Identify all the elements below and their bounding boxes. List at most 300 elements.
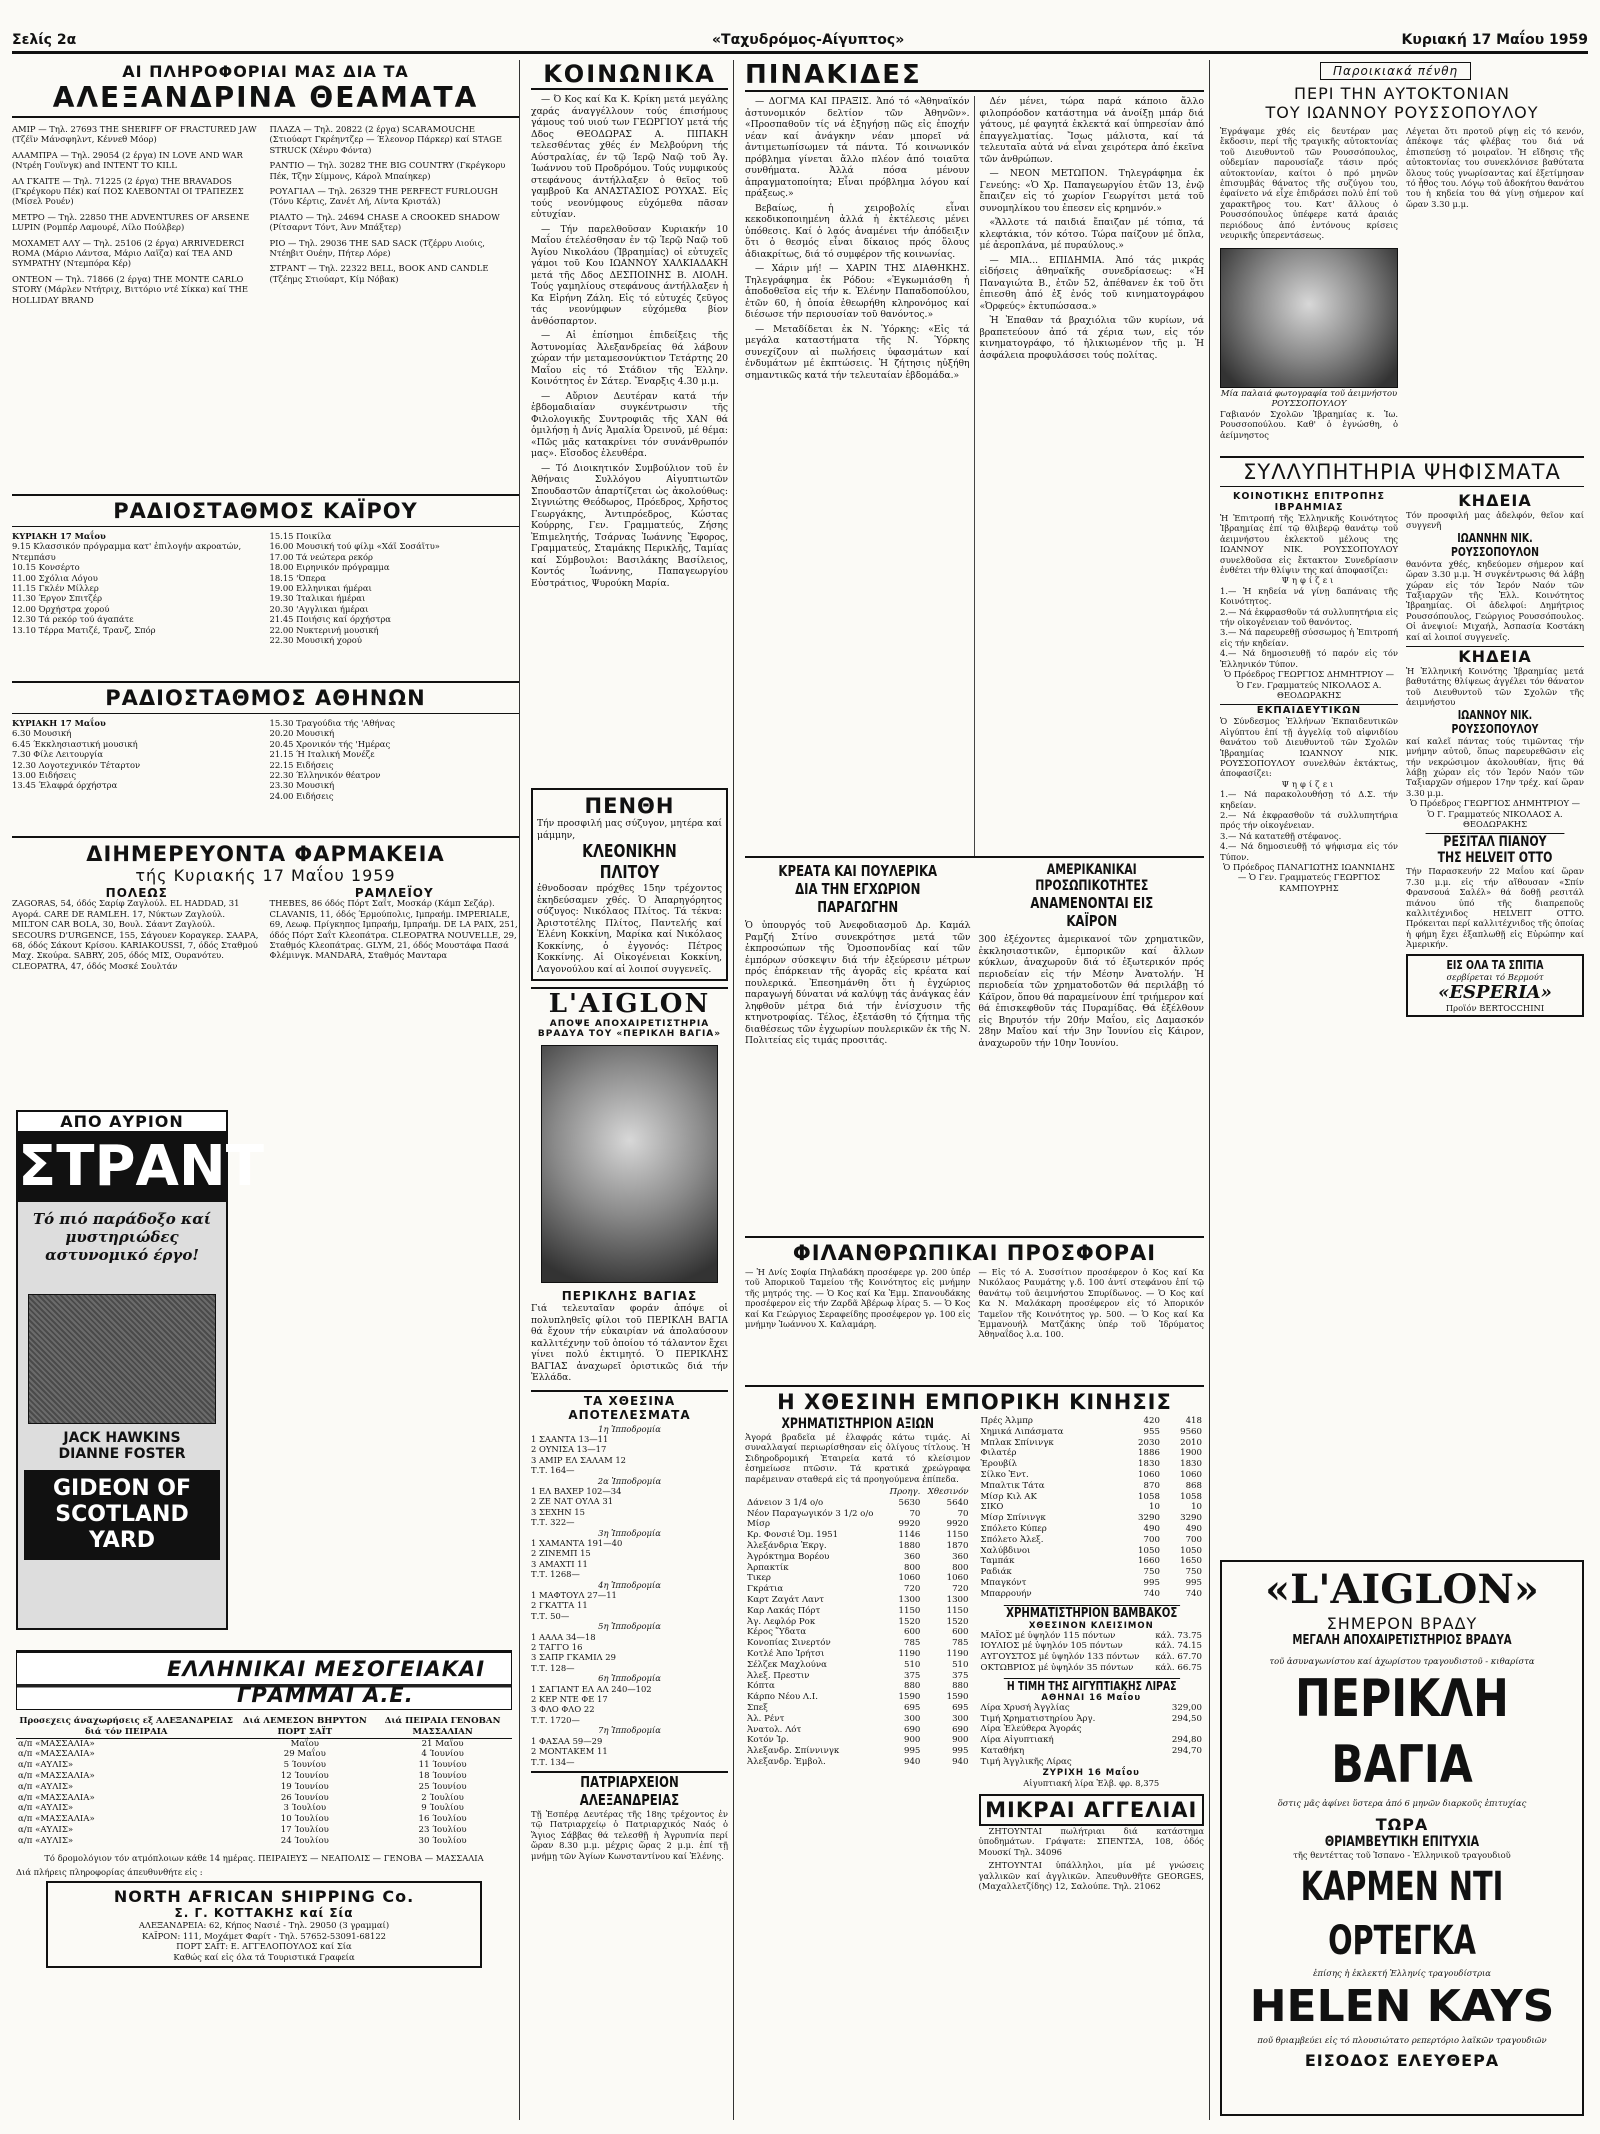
stock-row-cell: 740 xyxy=(1143,1588,1160,1599)
program-item: 4.— Νά δημοσιευθῇ τό παρόν εἰς τόν Ἑλληνικόν Τύπον. xyxy=(1220,648,1398,669)
program-item: 3.— Νά κατατεθῇ στέφανος. xyxy=(1220,830,1342,841)
stock-row-cell: Καρ Λακάς Πόρτ xyxy=(747,1605,821,1616)
stock-row-cell: 690 xyxy=(903,1724,921,1735)
stock-row-cell: Ραδιάκ xyxy=(980,1567,1012,1578)
aiglon-ad-title: «L'AIGLON» xyxy=(1265,1566,1539,1613)
stock-row-cell: 9920 xyxy=(898,1519,921,1530)
roussopoulos-photo xyxy=(1220,248,1398,388)
stock-row xyxy=(745,1509,971,1520)
race-heading: 7η Ἱπποδρομία xyxy=(598,1725,661,1736)
esperia-line-1: ΕΙΣ ΟΛΑ ΤΑ ΣΠΙΤΙΑ xyxy=(1446,957,1544,972)
ship-banner-image xyxy=(16,1652,512,1710)
cotton-row-cell: ΟΚΤΩΒΡΙΟΣ μέ ὑψηλόν 35 πόντων xyxy=(980,1662,1134,1673)
stock-row-cell: 750 xyxy=(1143,1567,1160,1578)
resolutions-heading: ΣΥΛΛΥΠΗΤΗΡΙΑ ΨΗΦΙΣΜΑΤΑ xyxy=(1220,456,1584,487)
shipping-row xyxy=(16,1836,512,1847)
stock-row-cell: 418 xyxy=(1185,1416,1202,1426)
suicide-text-cont: Λέγεται ὅτι προτοῦ ρίψῃ εἰς τό κενόν, ἀπέκοψε τάς φλέβας του διά νά ἐπισπεύσῃ τό μοιραῖον. Ἡ εἴδησις τῆς αὐτοκτονίας του συνεκλόνισε βαθύτατα ὅλους τούς γνωρίσαντας καί ἐξετίμησαν τό ἦθος του. Λόγῳ τοῦ ἀδοκήτου θανάτου του ἡ κηδεία του θά γίνῃ σήμερον καί ὥραν 3.30 μ.μ. xyxy=(1406,126,1584,209)
program-item: 13.10 Τέρρα Ματιζέ, Τρανζ, Σπόρ xyxy=(12,624,156,635)
stock-row xyxy=(979,1427,1205,1438)
stock-row-cell: 870 xyxy=(1143,1480,1160,1491)
stock-row-cell: 1190 xyxy=(946,1648,969,1659)
strand-ad-film-title: GIDEON OF SCOTLAND YARD xyxy=(24,1470,220,1560)
program-item: 21.15 Ή Ιταλική Μονέζε xyxy=(269,749,375,760)
radio-athens-list-b xyxy=(270,718,520,836)
stock-row-cell: 1830 xyxy=(1180,1459,1202,1470)
notice-item: — Μεταδίδεται ἐκ Ν. Ὑόρκης: «Εἰς τά μεγάλα καταστήματα τῆς Ν. Ὑόρκης συνεχίζουν αἱ πωλήσεις ὑφασμάτων καί ἐνδυμάτων μέ ἐκπτώσεις. Ἡ ζήτησις ηὐξήθη σημαντικῶς κατά τήν τελευταίαν ἑβδομάδα.» xyxy=(745,323,970,381)
race-result: 1 ΧΑΜΑΝΤΑ 191—40 xyxy=(531,1537,623,1548)
stock-row-cell: 1060 xyxy=(898,1573,921,1584)
program-item: 17.00 Τά νεώτερα ρεκόρ xyxy=(269,551,373,562)
shipping-agent-label: Διά πλήρεις πληροφορίας άπευθυνθήτε εἰς : xyxy=(16,1866,203,1877)
race-result: 3 ΣΕΧΗΝ 15 xyxy=(531,1506,585,1517)
stock-row-cell: 720 xyxy=(903,1584,921,1595)
esperia-line-2: σερβίρεται τό Βερμούτ xyxy=(1446,971,1544,982)
cinema-entry: ΡΟΥΑΓΙΑΛ — Τηλ. 26329 THE PERFECT FURLOUGH (Τόνυ Κέρτις, Ζανέτ Λή, Λίντα Κριστάλ) xyxy=(269,186,498,207)
social-item: — Αὔριον Δευτέραν κατά τήν ἑβδομαδιαίαν συγκέντρωσιν τῆς Φιλολογικῆς Συντροφιᾶς τῆς ΧΑΝ θά ὁμιλήσῃ ἡ Δνίς Ἀμαλία Ὀρεινοῦ, μέ θέμα: «Πῶς μᾶς κατακρίνει τόν συνάνθρωπόν μας». Εἴσοδος ἐλευθέρα. xyxy=(531,390,728,459)
shipping-table xyxy=(16,1716,512,1847)
cotton-row xyxy=(979,1652,1205,1663)
race-results-list xyxy=(531,1424,728,1767)
stock-row-cell: Σπόλετο Κύπερ xyxy=(980,1523,1047,1534)
stock-row-cell: 10 xyxy=(1148,1502,1160,1513)
cinema-list-right xyxy=(270,124,520,494)
stock-row xyxy=(745,1692,971,1703)
stock-row-cell: 750 xyxy=(1185,1567,1202,1578)
pound-row-cell: Καταθήκη xyxy=(980,1745,1025,1756)
pound-row-cell xyxy=(1154,1757,1204,1768)
shipping-row xyxy=(16,1771,512,1782)
stock-row-cell: Ἀλεξ. Πρεστιν xyxy=(747,1670,810,1681)
cotton-row-cell: κάλ. 66.75 xyxy=(1155,1662,1202,1673)
notice-item: «Ἄλλοτε τά παιδιά ἔπαιζαν μέ τόπια, τά κλεφτάκια, τόν κότσο. Τώρα παίζουν μέ ὅπλα, μέ ἀεροπλάνα, μέ πυραύλους.» xyxy=(979,217,1204,251)
theatre-heading-2: ΑΛΕΞΑΝΔΡΙΝΑ ΘΕΑΜΑΤΑ xyxy=(12,81,519,118)
cinema-entry: ΑΛΑΜΠΡΑ — Τηλ. 29054 (2 έργα) IN LOVE AND WAR (Ντρέη Γουϊνγκ) and INTENT TO KILL xyxy=(12,149,243,171)
stock-row-cell: 995 xyxy=(952,1746,969,1757)
shipping-cell: 16 Ίουλίου xyxy=(418,1814,467,1825)
program-item: 7.30 Φίλε Λειτουργία xyxy=(12,749,104,760)
cinema-entry: ΡΑΝΤΙΟ — Τηλ. 30282 THE BIG COUNTRY (Γκρέγκορυ Πέκ, Τζην Σίμμονς, Κάρολ Μπαίηκερ) xyxy=(269,160,506,181)
race-result: 3 ΣΑΠΡ ΓΚΑΜΙΛ 29 xyxy=(531,1652,616,1663)
pound-row-cell: Λίρα Ἐλεύθερα Ἀγοράς xyxy=(980,1724,1082,1735)
stock-row xyxy=(979,1416,1205,1427)
theatre-heading-1: ΑΙ ΠΛΗΡΟΦΟΡΙΑΙ ΜΑΣ ΔΙΑ ΤΑ xyxy=(122,62,409,81)
shipping-cell: α/π «ΜΑΣΣΑΛΙΑ» xyxy=(18,1814,95,1825)
shipping-cell: α/π «ΜΑΣΣΑΛΙΑ» xyxy=(18,1770,95,1781)
stock-row-cell: 9920 xyxy=(946,1519,969,1530)
race-heading: 4η Ἱπποδρομία xyxy=(598,1579,661,1590)
stock-row-cell: Ἀλεξανδρ. Ἐμβολ. xyxy=(747,1756,826,1767)
stock-row-cell: Ἀνατολ. Λότ xyxy=(747,1724,802,1735)
meat-heading-1: ΚΡΕΑΤΑ ΚΑΙ ΠΟΥΛΕΡΙΚΑ xyxy=(778,862,938,880)
stock-row-cell: 70 xyxy=(909,1508,921,1519)
stock-row-cell: Καρτ Ζαγάτ Λαντ xyxy=(747,1595,824,1605)
resolution-1-text: Ἡ Ἐπιτροπή τῆς Ἑλληνικῆς Κοινότητος Ἰβραημίας ἐπί τῷ θλιβερῷ θανάτῳ τοῦ ἀειμνήστου ἐκλεκτοῦ μέλους της ΙΩΑΝΝΟΥ ΝΙΚ. ΡΟΥΣΣΟΠΟΥΛΟΥ συνελθοῦσα εἰς ἔκτακτον Συνεδρίασιν ἐνθέτει τήν θλίψιν της καί ἀποφασίζει: xyxy=(1220,513,1398,576)
stock-row-cell: 1060 xyxy=(1180,1469,1202,1480)
stock-row-cell: Νέον Παραγωγικόν 3 1/2 ο/ο xyxy=(747,1508,874,1519)
esperia-brand: «ESPERIA» xyxy=(1438,982,1552,1003)
radio-athens-program xyxy=(12,718,519,836)
cotton-row-cell: κάλ. 73.75 xyxy=(1155,1630,1202,1641)
notice-item: — ΝΕΟΝ ΜΕΤΩΠΟΝ. Τηλεγράφημα ἐκ Γενεύης: «Ὁ Χρ. Παπαγεωργίου ἐτῶν 13, ἐνῷ ἔπαιζεν εἰς τό χωρίον Γεωργίτσι μετά τοῦ συνομηλίκου του ἐπεσεν εἰς κρημνόν.» xyxy=(979,168,1204,214)
stock-row-cell: 1830 xyxy=(1138,1459,1160,1470)
strand-ad-label: ΑΠΟ ΑΥΡΙΟΝ xyxy=(18,1112,226,1132)
stock-row xyxy=(745,1757,971,1768)
stock-row-cell: 700 xyxy=(1143,1534,1160,1545)
stock-row xyxy=(979,1567,1205,1578)
pharmacy-heading: ΔΙΗΜΕΡΕΥΟΝΤΑ ΦΑΡΜΑΚΕΙΑ xyxy=(12,836,519,866)
social-item: — Τήν παρελθοῦσαν Κυριακήν 10 Μαΐου έτελέσθησαν ἐν τῷ Ἱερῷ Ναῷ τοῦ Ἁγίου Νικολάου (Ἰβραημίας) οἱ εὐτυχεῖς γάμοι τοῦ Κου ΙΩΑΝΝΟΥ ΧΑΛΚΙΑΔΑΚΗ μετά τῆς Δδος ΔΕΣΠΟΙΝΗΣ Β. ΛΙΟΛΗ. Τούς γαμηλίους στεφάνους άντήλλαξεν ἡ Κα Εἰρήνη Ζάλη. Εἰς τό εὐτυχές ζεῦγος τάς νεονύμφων εὐχόμεθα βίον ἀνθόσπαρτον. xyxy=(531,223,728,327)
stock-row-cell: 1050 xyxy=(1138,1545,1160,1556)
stock-row-cell: Ταμπάκ xyxy=(980,1556,1015,1567)
page-number: Σελίς 2α xyxy=(12,32,77,48)
stock-row-cell: Μπλακ Σπίνινγκ xyxy=(980,1437,1054,1448)
stock-row-cell: 940 xyxy=(903,1756,921,1767)
program-item: 9.15 Κλασσικόν πρόγραμμα κατ' ἐπιλογήν ακροατών, Ντεμπάσυ xyxy=(12,541,242,562)
stock-row-cell: 900 xyxy=(952,1735,969,1746)
stock-row-cell: Σπεξ xyxy=(747,1702,768,1713)
stock-row-cell: 1058 xyxy=(1138,1491,1160,1502)
race-result: Τ.Τ. 164— xyxy=(531,1465,575,1476)
stock-row xyxy=(979,1459,1205,1470)
social-item: — Ό Κος καί Κα Κ. Κρίκη μετά μεγάλης χαράς άναγγέλλουν τούς έπισήμους γάμους τού υιού των ΓΕΩΡΓΙΟΥ μετά τής Δδος ΘΕΟΔΩΡΑΣ Α. ΠΙΠΑΚΗ τελεσθέντας χθές έν Μελβούρνη τής Αύστραλίας, έν τῷ Ίερῷ Ναῷ τοῦ Άγ. Ίωάννου τοῦ Προδρόμου. Τούς νυμφικούς στεφάνους άντήλλαξεν ὁ θεῖος τοῦ γαμβροῦ Κα ΑΝΑΣΤΑΣΙΟΣ ΡΟΥΧΑΣ. Εἰς τούς νεονύμφους εὐχόμεθα πᾶσαν εὐτυχίαν. xyxy=(531,94,728,220)
zurich-heading: ΖΥΡΙΧΗ 16 Μαΐου xyxy=(1042,1767,1140,1778)
masthead xyxy=(12,30,1588,54)
stock-row-cell: 700 xyxy=(1185,1534,1202,1545)
race-result: 2 ΓΚΑΤΤΑ 11 xyxy=(531,1600,588,1611)
stock-row-cell: 9560 xyxy=(1180,1426,1202,1437)
funeral-2-intro: Ἡ Ἑλληνική Κοινότης Ἰβραημίας μετά βαθυτάτης θλίψεως ἀγγέλει τόν θάνατον τοῦ Διευθυντοῦ τῶν Σχολῶν τῆς ἀειμνήστου xyxy=(1406,666,1584,708)
stock-row-cell: 695 xyxy=(952,1702,969,1713)
program-item: 12.30 Λογοτεχνικόν Τέταρτον xyxy=(12,759,141,770)
cotton-row-cell: ΜΑΪΟΣ μέ ὑψηλόν 115 πόντων xyxy=(980,1630,1116,1641)
stock-row-cell: Ἐρουβίλ xyxy=(980,1459,1018,1470)
stock-row-cell: 880 xyxy=(952,1681,969,1692)
stock-row-cell: Μπαρρουήν xyxy=(980,1588,1032,1599)
shipping-column-header: Διά ΠΕΙΡΑΙΑ ΓΕΝΟΒΑΝ ΜΑΣΣΑΛΙΑΝ xyxy=(373,1716,512,1738)
meat-text: Ὁ ὑπουργός τοῦ Ἀνεφοδιασμοῦ Δρ. Καμάλ Ραμζή Στίνο συνεκρότησε μετά τῶν ἐκπροσώπων τῆς Ὁμοσπονδίας καί τῶν ἐμπόρων σύσκεψιν διά τήν ἐξεύρεσιν μέτρων πρός ἐπάρκειαν τῆς ἀγορᾶς εἰς κρέατα καί πουλερικά. Ἐπεσημάνθη ὅτι ἡ ἐγχώριος παραγωγή δύναται νά καλύψῃ τάς ἀνάγκας ἐάν ληφθοῦν μέτρα διά τήν ἐνίσχυσιν τῆς κτηνοτροφίας. Τέλος, ἐξετάσθη τό ζήτημα τῆς διαθέσεως τῶν ἐγχωρίων πουλερικῶν ἐκ τῆς Ν. Πολιτείας εἰς τιμάς προσιτάς. xyxy=(745,920,971,1046)
column-obituaries xyxy=(1216,60,1588,2120)
notice-item: — ΜΙΑ... ΕΠΙΔΗΜΙΑ. Ἀπό τάς μικράς εἰδήσεις ἀθηναϊκῆς συνεδρίασεως: «Ἡ Παναγιώτα Β., ἐτῶν 52, ἀπέθανεν ἐκ τοῦ ὅτι ἐπιεσθη ἀπό ἐξ ἐνός τοῦ κινηματογράφου «Ὀρφεύς» ἐκτυπώσασα.» xyxy=(979,254,1204,312)
bourse-heading: ΧΡΗΜΑΤΙΣΤΗΡΙΟΝ ΑΞΙΩΝ xyxy=(781,1416,935,1432)
program-item: 6.45 Έκκλησιαστική μουσική xyxy=(12,738,138,749)
shipping-column-header: Διά ΛΕΜΕΣΟΝ ΒΗΡΥΤΟΝ ΠΟΡΤ ΣΑΪΤ xyxy=(236,1716,373,1738)
program-item: 24.00 Ειδήσεις xyxy=(269,790,334,801)
stock-row-cell: 690 xyxy=(952,1724,969,1735)
shipping-agent-box xyxy=(46,1881,482,1968)
stock-row-cell: 2010 xyxy=(1180,1437,1202,1448)
race-heading: 6η Ἱπποδρομία xyxy=(598,1673,661,1684)
program-item: 2.— Νά ἐκφρασθοῦν τά συλλυπητήρια εἰς τήν οἰκογένειαν τοῦ θανόντος. xyxy=(1220,606,1398,628)
stock-row-cell: 10 xyxy=(1191,1502,1202,1513)
funerals-column xyxy=(1406,491,1584,1017)
mourning-intro: Τήν προσφιλή μας σύζυγον, μητέρα καί μάμμην, xyxy=(537,818,722,841)
stock-row xyxy=(745,1606,971,1617)
market-section xyxy=(745,1385,1204,1894)
stock-row xyxy=(745,1530,971,1541)
pound-heading: Η ΤΙΜΗ ΤΗΣ ΑΙΓΥΠΤΙΑΚΗΣ ΛΙΡΑΣ xyxy=(1003,1678,1179,1693)
notices-text xyxy=(745,96,1204,856)
race-result: 3 ΑΜΑΧΤΙ 11 xyxy=(531,1558,588,1569)
program-item: 15.30 Τραγούδια τής 'Αθήνας xyxy=(269,718,395,728)
race-result: Τ.Τ. 128— xyxy=(531,1662,575,1673)
radio-athens-day: ΚΥΡΙΑΚΗ 17 Μαΐου xyxy=(12,718,106,728)
small-ads-list xyxy=(979,1826,1205,1891)
shipping-cell: 29 Μαΐου xyxy=(283,1749,326,1760)
shipping-row xyxy=(16,1814,512,1825)
resolution-2-heading: ΕΚΠΑΙΔΕΥΤΙΚΩΝ xyxy=(1220,704,1398,716)
pound-row-cell: Τιμή Χρηματιστηρίου Ἀργ. xyxy=(980,1713,1096,1724)
aiglon-ad-line: τοῦ ἀσυναγωνίστου καί ἀχωρίστου τραγουδιστοῦ - κιθαρίστα xyxy=(1269,1656,1535,1666)
americans-text: 300 ἐξέχοντες ἀμερικανοί τῶν χρηματικῶν, ἐκκλησιαστικῶν, ἐμπορικῶν καί ἄλλων κύκλων, ἀναχωροῦν διά τό ἐξωτερικόν πρός περιοδείαν εἰς τήν Μέσην Ἀνατολήν. Ἡ περιοδεία τῶν χρηματοδοτῶν θά περιλάβῃ τό Κάϊρον, ὅπου θά παραμείνουν ἐπί τριήμερον καί θά ἐπισκεφθοῦν τάς Πυραμίδας. Θά ἐξέλθουν εἰς Βηρυτόν τήν 20ήν Μαΐου, εἰς Δαμασκόν 28ην Μαΐου καί τήν 3ην Ἰουνίου εἰς Κάιρον, ἀναχωροῦν τήν 10ην Ἰουνίου. xyxy=(978,934,1204,1049)
aiglon-ad-singer: ΠΕΡΙΚΛΗ ΒΑΓΙΑ xyxy=(1295,1669,1509,1796)
stock-row xyxy=(745,1584,971,1595)
shipping-cell: 26 Ίουνίου xyxy=(280,1792,329,1803)
stock-row xyxy=(745,1563,971,1574)
cinema-list-left xyxy=(12,124,262,494)
stock-row-cell: 1190 xyxy=(898,1648,921,1659)
resolution-2-votes: Ψηφίζει xyxy=(1281,778,1337,789)
race-result: 2 ΖΕ ΝΑΤ ΟΥΛΑ 31 xyxy=(531,1496,614,1507)
bourse-text: Ἀγορά βραδεῖα μέ ἐλαφράς κάτω τιμάς. Αἱ συναλλαγαί περιωρίσθησαν εἰς ὀλίγους τίτλους. Ἡ Σιδηροδρομική Ἑταιρεία κατά τό κλείσιμον ἐσημείωσε πτῶσιν. Τά κρατικά χρεώγραφα παρέμειναν σταθερά εἰς τά προηγούμενα ἐπίπεδα. xyxy=(745,1432,971,1484)
cotton-row-cell: κάλ. 74.15 xyxy=(1155,1641,1202,1652)
aiglon-text: Γιά τελευταῖαν φοράν ἀπόψε οἱ πολυπληθεῖς φίλοι τοῦ ΠΕΡΙΚΛΗ ΒΑΓΙΑ θά ἔχουν τήν εὐκαιρίαν νά ἀπολαύσουν καλλιτέχνην τοῦ ὁποίου τό τάλαντον ἔχει γίνει πολύ ἐκτιμητό. Ὁ ΠΕΡΙΚΛΗΣ ΒΑΓΙΑΣ ἀναχωρεῖ ὁριστικῶς διά τήν Ἑλλάδα. xyxy=(531,1303,728,1383)
funeral-1-name: ΙΩΑΝΝΗΝ ΝΙΚ. ΡΟΥΣΣΟΠΟΥΛΟΝ xyxy=(1451,530,1539,559)
notice-item: Βεβαίως, ἡ χειροβολίς εἶναι κεκοδικοποιημένη ἀλλά ἡ ἐκτέλεσις μένει ὑπόθεσις. Καί ὁ λαός ἀναμένει τήν ἀπόδειξιν ὅτι ὁ θεσμός εἶναι δίκαιος πρός ὅλους ἀδιακρίτως, διά τό συμφέρον τῆς κοινωνίας. xyxy=(745,202,970,260)
stock-row-cell: 1660 xyxy=(1138,1556,1160,1567)
shipping-row xyxy=(16,1825,512,1836)
shipping-agent-alexandria: ΑΛΕΞΑΝΔΡΕΙΑ: 62, Κήπος Νασιέ - Τηλ. 29050 (3 γραμμαί) xyxy=(138,1920,390,1931)
stock-row-cell: Κρ. Φονσιέ Ὁμ. 1951 xyxy=(747,1530,839,1541)
resolution-2-sign: Ὁ Πρόεδρος ΠΑΝΑΓΙΩΤΗΣ ΙΩΑΝΝΙΔΗΣ — Ὁ Γεν. Γραμματεύς ΓΕΩΡΓΙΟΣ ΚΑΜΠΟΥΡΗΣ xyxy=(1223,862,1395,893)
shipping-title-2: ΓΡΑΜΜΑΙ Α.Ε. xyxy=(237,1683,414,1707)
cinema-entry: ΟΝΤΕΟΝ — Τηλ. 71866 (2 έργα) THE MONTE CARLO STORY (Μάρλεν Ντήτριχ, Βιττόριο ντέ Σίκκα) καί THE HOLLIDAY BRAND xyxy=(12,273,248,305)
pound-subheading: ΑΘΗΝΑΙ 16 Μαΐου xyxy=(1041,1692,1142,1703)
suicide-heading-1: ΠΕΡΙ ΤΗΝ ΑΥΤΟΚΤΟΝΙΑΝ xyxy=(1294,84,1510,103)
stock-row-cell: Ἀγ. Λεφλόρ Ροκ xyxy=(747,1616,816,1627)
race-result: 2 ΤΑΓΓΟ 16 xyxy=(531,1642,583,1653)
stock-row-cell: Ἀγρόκτημα Βορέου xyxy=(747,1551,830,1562)
strand-cinema-ad xyxy=(16,1110,264,1630)
small-ads-heading: ΜΙΚΡΑΙ ΑΓΓΕΛΙΑΙ xyxy=(979,1794,1205,1826)
race-heading: 2α Ἱπποδρομία xyxy=(597,1475,662,1486)
americans-heading-1: ΑΜΕΡΙΚΑΝΙΚΑΙ ΠΡΟΣΩΠΙΚΟΤΗΤΕΣ xyxy=(1034,862,1148,894)
race-result: 1 ΜΑΦΤΟΥΛ 27—11 xyxy=(531,1590,617,1600)
shipping-agent-partner: Σ. Γ. ΚΟΤΤΑΚΗΣ καί Σία xyxy=(174,1906,354,1921)
stock-row xyxy=(979,1481,1205,1492)
race-result: Τ.Τ. 134— xyxy=(531,1756,575,1767)
pound-row-cell: Τιμή Ἀγγλικῆς Λίρας xyxy=(980,1756,1072,1767)
shipping-ad xyxy=(16,1650,512,2120)
stock-row-cell: 1150 xyxy=(898,1605,921,1616)
program-item: 1.— Νά παρακολουθήσῃ τό Δ.Σ. τήν κηδείαν. xyxy=(1220,789,1398,810)
aiglon-ad-farewell: ΜΕΓΑΛΗ ΑΠΟΧΑΙΡΕΤΙΣΤΗΡΙΟΣ ΒΡΑΔΥΑ xyxy=(1292,1633,1512,1648)
stock-row xyxy=(745,1595,971,1606)
stock-row xyxy=(745,1552,971,1563)
pound-row-cell: 294,70 xyxy=(1171,1745,1202,1756)
pharmacy-ramleh-list: THEBES, 86 όδός Πόρτ Σαΐτ, Μοσκάρ (Κάμπ Σεζάρ). CLAVANIS, 11, όδός Έρμούπολις, Ιμπραήμ. IMPERIALE, 69, Λεωφ. Πρίγκηπος Ιμπραήμ, Ιμπραήμ. DE LA PAIX, 251, όδός Πόρτ Σαΐτ Κλεοπάτρα. CLEOPATRA NOUVELLE, 29, Σταθμός Κλεοπάτρας. GLYM, 21, όδός Μουστάφα Πασά Φλέμινγκ. MANDARA, Σταθμός Μανταρα xyxy=(269,898,518,961)
shipping-cell: 23 Ίουλίου xyxy=(418,1824,467,1835)
stock-row-cell: 995 xyxy=(1143,1577,1160,1588)
program-item: 11.30 Έργον Σπιτζέρ xyxy=(12,593,103,604)
piano-heading-2: ΤΗΣ HELVEIT OTTO xyxy=(1437,850,1553,867)
stock-row-cell: 490 xyxy=(1185,1523,1202,1534)
radio-cairo-list-b xyxy=(270,531,520,681)
cotton-row-cell: ΑΥΓΟΥΣΤΟΣ μέ ὑψηλόν 133 πόντων xyxy=(980,1652,1140,1663)
program-item: 10.15 Κονσέρτο xyxy=(12,562,80,573)
shipping-cell: 30 Ίουλίου xyxy=(418,1835,467,1846)
stocks-column-header: Χθεσινόν xyxy=(927,1487,969,1498)
program-item: 11.15 Γκλέν Μίλλερ xyxy=(12,583,99,594)
funeral-2-heading: ΚΗΔΕΙΑ xyxy=(1406,646,1584,666)
shipping-cell: 19 Ίουνίου xyxy=(280,1781,329,1792)
stock-row xyxy=(979,1492,1205,1503)
shipping-title-1: ΕΛΛΗΝΙΚΑΙ ΜΕΣΟΓΕΙΑΚΑΙ xyxy=(167,1657,486,1681)
race-result: Τ.Τ. 1268— xyxy=(531,1569,580,1580)
stocks-table-2 xyxy=(979,1416,1205,1600)
stock-row-cell: 785 xyxy=(903,1638,921,1649)
resolutions-column xyxy=(1220,491,1398,1017)
shipping-cell: α/π «ΜΑΣΣΑΛΙΑ» xyxy=(18,1749,95,1760)
stock-row xyxy=(979,1513,1205,1524)
stock-row-cell: 5640 xyxy=(946,1497,969,1508)
charity-section xyxy=(745,1236,1204,1385)
issue-date: Κυριακή 17 Μαΐου 1959 xyxy=(1401,32,1588,48)
aiglon-ad-line-5: ἐπίσης ἡ ἐκλεκτή Ἑλληνίς τραγουδίστρια xyxy=(1313,1968,1491,1979)
shipping-cell: α/π «ΑΥΛΙΣ» xyxy=(18,1781,74,1792)
program-item: 4.— Νά δημοσιευθῇ τό ψήφισμα εἰς τόν Τύπον. xyxy=(1220,841,1398,862)
program-item: 23.30 Μουσική xyxy=(269,780,335,791)
stock-row-cell: 1060 xyxy=(1138,1469,1160,1480)
pharmacy-city-list: ZAGORAS, 54, όδός Σαρίφ Ζαγλούλ. EL HADDAD, 31 Αγορά. CARE DE RAMLEH. 17, Νύκτων Ζαγλούλ. MILTON CAR BOLA, 30, Βουλ. Σάαντ Ζαγλούλ. SECOURS D'URGENCE, 155, Σάγουεν Κοραγκερ. ΣΑΑΡΑ, 68, όδός Σάκουτ Κρίσου. KARIAKOUSSI, 7, όδός Σταθμού Μαχ. Σκούρα. SABRY, 205, όδός ΜΙΣ, Ουρανότευ. CLEOPATRA, 47, όδός Μοσκέ Σουλτάν xyxy=(12,898,259,971)
stock-row-cell: Κοτόν Ἰρ. xyxy=(747,1735,789,1746)
bourse-left xyxy=(745,1416,971,1894)
shipping-cell: α/π «ΑΥΛΙΣ» xyxy=(18,1835,74,1846)
strand-ad-star-2: DIANNE FOSTER xyxy=(58,1446,186,1462)
stock-row-cell: 995 xyxy=(1185,1577,1202,1588)
shipping-cell: 2 Ίουλίου xyxy=(421,1792,464,1803)
stock-row-cell: Κονοπίας Σινερτόν xyxy=(747,1638,831,1649)
stock-row-cell: Χημικά Λιπάσματα xyxy=(980,1426,1064,1437)
cinema-listings xyxy=(12,124,519,494)
radio-cairo-day: ΚΥΡΙΑΚΗ 17 Μαΐου xyxy=(12,531,106,541)
program-item: 18.15 'Όπερα xyxy=(269,572,326,583)
stock-row-cell: 1146 xyxy=(898,1530,921,1541)
stock-row xyxy=(979,1556,1205,1567)
stock-row-cell: 375 xyxy=(903,1670,921,1681)
community-label: Παροικιακά πένθη xyxy=(1320,62,1471,80)
stock-row xyxy=(745,1671,971,1682)
stock-row-cell: 1520 xyxy=(946,1616,969,1627)
stock-row-cell: 1590 xyxy=(898,1692,921,1703)
race-result: 2 ΖΙΝΕΜΠ 15 xyxy=(531,1548,591,1559)
stock-row-cell: Σέλζεκ Μαχλούνα xyxy=(747,1659,827,1670)
stock-row-cell: Μίσρ xyxy=(747,1519,771,1530)
program-item: 2.— Νά ἐκφρασθοῦν τά συλλυπητήρια πρός τήν οἰκογένειαν. xyxy=(1220,809,1398,831)
newspaper-name: «Ταχυδρόμος-Αίγυπτος» xyxy=(712,32,905,48)
americans-heading-2: ΑΝΑΜΕΝΟΝΤΑΙ ΕΙΣ ΚΑΪΡΟΝ xyxy=(1029,894,1153,930)
stock-row-cell: Ἀλεξάνδρια Ἐκργ. xyxy=(747,1541,827,1552)
patriarchate-text: Τῇ Ἑσπέρᾳ Δευτέρας τῆς 18ης τρέχοντος ἐν τῷ Πατριαρχείῳ ὁ Πατριαρχικός Ναός ὁ Ἅγιος Σάββας θά τελεσθῇ ἡ Ἀγρυπνία περί ὥραν 8.30 μ.μ. μέχρις ὥρας 2 μ.μ. ἐπί τῇ μνήμῃ τῶν Ἁγίων Κωνσταντίνου καί Ἑλένης. xyxy=(531,1808,728,1861)
social-news xyxy=(531,94,728,784)
shipping-cell: 11 Ίουνίου xyxy=(418,1760,467,1771)
program-item: 12.30 Τά ρεκόρ τού άγαπάτε xyxy=(12,614,134,625)
radio-cairo-heading: ΡΑΔΙΟΣΤΑΘΜΟΣ ΚΑΪΡΟΥ xyxy=(12,494,519,527)
strand-ad-image xyxy=(28,1294,216,1424)
strand-ad-star-1: JACK HAWKINS xyxy=(63,1430,181,1446)
stock-row-cell: Πρές Ἀλμπρ xyxy=(980,1416,1033,1426)
aiglon-ad-line-2: ὅστις μᾶς ἀφίνει ὕστερα ἀπό 6 μηνῶν διαρκοῦς ἐπιτυχίας xyxy=(1277,1798,1527,1809)
stock-row-cell: 955 xyxy=(1143,1426,1160,1437)
stock-row-cell: 510 xyxy=(903,1659,921,1670)
program-item: 19.30 Ίταλικαι ήμέραι xyxy=(269,593,366,604)
shipping-cell: 21 Μαΐου xyxy=(421,1738,464,1749)
bourse-right xyxy=(979,1416,1205,1894)
stock-row xyxy=(745,1498,971,1509)
funeral-1-text: θανόντα χθές, κηδεύομεν σήμερον καί ὥραν 3.30 μ.μ. Ἡ συγκέντρωσις θά λάβῃ χώραν εἰς τόν Ἱερόν Ναόν τῶν Ταξιαρχῶν τῆς Ἑλλ. Κοινότητος Ἰβραημίας. Οἱ ἀδελφοί: Δημήτριος Ρουσσόπουλος, Γεώργιος Ρουσσόπουλος. Οἱ ἀνεψιοί: Μιχαήλ, Ἀσπασία Κοστάκη καί αἱ λοιποί συγγενεῖς. xyxy=(1406,558,1584,642)
stock-row-cell: Κόπτα xyxy=(747,1681,775,1692)
shipping-cell: 24 Ίουλίου xyxy=(280,1835,329,1846)
stock-row-cell: 70 xyxy=(957,1508,969,1519)
cinema-entry: ΜΟΧΑΜΕΤ ΑΛΥ — Τηλ. 25106 (2 έργα) ARRIVEDERCI ROMA (Μάριο Λάντσα, Μάριο Λαϊζα) καί TEA AND SYMPATHY (Ντεμπόρα Κέρ) xyxy=(12,237,245,269)
stock-row xyxy=(745,1638,971,1649)
stock-row-cell: 695 xyxy=(903,1702,921,1713)
radio-cairo-program xyxy=(12,531,519,681)
shipping-cell: 12 Ίουνίου xyxy=(280,1770,329,1781)
stock-row-cell: 1900 xyxy=(1180,1448,1202,1459)
stock-row-cell: 1150 xyxy=(946,1530,969,1541)
shipping-row xyxy=(16,1760,512,1771)
notices-heading: ΠΙΝΑΚΙΔΕΣ xyxy=(745,60,1204,92)
cinema-entry: ΠΛΑΖΑ — Τηλ. 20822 (2 έργα) SCARAMOUCHE (Στιούαρτ Γκρέηντζερ — Έλεονορ Πάρκερ) καί STAGE STRUCK (Χένρυ Φόντα) xyxy=(269,124,502,155)
aiglon-photo-caption: ΠΕΡΙΚΛΗΣ ΒΑΓΙΑΣ xyxy=(561,1289,698,1303)
pound-row xyxy=(979,1724,1205,1735)
cotton-row-cell: κάλ. 67.70 xyxy=(1155,1652,1202,1663)
race-result: 1 ΑΑΛΑ 34—18 xyxy=(531,1631,596,1642)
stock-row xyxy=(745,1746,971,1757)
pound-row-cell: 294,50 xyxy=(1171,1713,1202,1724)
notice-item: — Χάριν μή! — ΧΑΡΙΝ ΤΗΣ ΔΙΑΘΗΚΗΣ. Τηλεγράφημα ἐκ Ρόδου: «Ἐγκωμιάσθη ἡ ἀποδοθεῖσα εἰς τήν κ. Ἑλένην Παπαδοπούλου, ἐτῶν 60, ἡ ὁποία ἐθεωρήθη κληρονόμος καί διέσωσε τήν περιουσίαν τοῦ θανόντος.» xyxy=(745,263,970,320)
shipping-note: Τό δρομολόγιον τόν ατμόπλοιων κάθε 14 ημέρας. ΠΕΙΡΑΙΕΥΣ — ΝΕΑΠΟΛΙΣ — ΓΕΝΟΒΑ — ΜΑΣΣΑΛΙΑ xyxy=(44,1852,484,1863)
stock-row xyxy=(745,1735,971,1746)
notice-item: — ΔΟΓΜΑ ΚΑΙ ΠΡΑΞΙΣ. Ἀπό τό «Ἀθηναϊκόν ἀστυνομικόν δελτίον τῶν Ἀθηνῶν». «Προσπαθοῦν τίς νά ἐξηγήσῃ πῶς εἰς ἐποχήν νέαν καί ἀνάγκην νέαν μπορεῖ νά ἀντιμετωπίσωμεν τά πάντα. Τό κοινωνικόν πρόβλημα γίνεται ἄλλο πλέον ἀπό τοιαῦτα συνθήματα. Ἀλλά πόσα μένουν ἀπραγματοποίητα; Εἶναι πρόβλημα λόγου καί πράξεως.» xyxy=(745,96,970,199)
cotton-subheading: ΧΘΕΣΙΝΟΝ ΚΛΕΙΣΙΜΟΝ xyxy=(1028,1620,1154,1631)
shipping-cell: 25 Ίουνίου xyxy=(418,1781,467,1792)
resolution-2-items xyxy=(1220,789,1398,862)
perikles-vagias-photo xyxy=(541,1045,718,1283)
stock-row-cell: 360 xyxy=(903,1551,921,1562)
program-item: 20.20 Μουσική xyxy=(269,728,335,739)
program-item: 22.15 Ειδήσεις xyxy=(269,759,334,770)
stock-row-cell: Δάνειον 3 1/4 ο/ο xyxy=(747,1497,824,1508)
shipping-cell: 18 Ίουνίου xyxy=(418,1770,467,1781)
stock-row-cell: 720 xyxy=(952,1584,969,1595)
column-social xyxy=(526,60,734,2120)
suicide-heading-2: ΤΟΥ ΙΩΑΝΝΟΥ ΡΟΥΣΣΟΠΟΥΛΟΥ xyxy=(1265,103,1539,122)
cotton-row xyxy=(979,1663,1205,1674)
race-result: Τ.Τ. 1720— xyxy=(531,1714,580,1725)
market-heading: Η ΧΘΕΣΙΝΗ ΕΜΠΟΡΙΚΗ ΚΙΝΗΣΙΣ xyxy=(777,1390,1172,1414)
social-item: — Αἱ ἐπίσημοι ἐπιδείξεις τῆς Ἀστυνομίας Ἀλεξανδρείας θά λάβουν χώραν τήν μεταμεσονύκτιον Τετάρτης 20 Μαΐου εἰς τό Στάδιον τῆς Ἑλλην. Κοινότητος ἐν Σάτερ. Ἔναρξις 4.30 μ.μ. xyxy=(531,330,728,387)
pound-row xyxy=(979,1735,1205,1746)
resolution-1-votes: Ψηφίζει xyxy=(1281,575,1337,586)
social-item: — Τό Διοικητικόν Συμβούλιον τοῦ ἐν Ἀθήναις Συλλόγου Αἰγυπτιωτῶν Σπουδαστῶν ἀπαρτίζεται ὡς ἀκολούθως: Σιγνιώτης Θεόδωρος, Πρόεδρος, Χρῆστος Γεωργάκης, Ἀντιπρόεδρος, Κώστας Κούρρης, Γεν. Γραμματεύς, Ζήσης Ἐπιμελητής, Τσάρνας Ἰωάννης Ἔφορος, Γραμματεύς, Σταμάκης Περικλῆς, Ταμίας καί Σύμβουλοι: Βασιλάκης Βασίλειος, Κοντός Ἰωάννης, Παπαγεωργίου Εὐστράτιος, Ψυρούκη Μαρία. xyxy=(531,462,728,589)
funeral-1-heading: ΚΗΔΕΙΑ xyxy=(1458,491,1532,510)
piano-heading-1: ΡΕΣΙΤΑΛ ΠΙΑΝΟΥ xyxy=(1426,833,1565,850)
shipping-cell: 17 Ίουλίου xyxy=(280,1824,329,1835)
stock-row-cell: 600 xyxy=(952,1627,969,1638)
pound-row-cell xyxy=(1154,1724,1204,1735)
